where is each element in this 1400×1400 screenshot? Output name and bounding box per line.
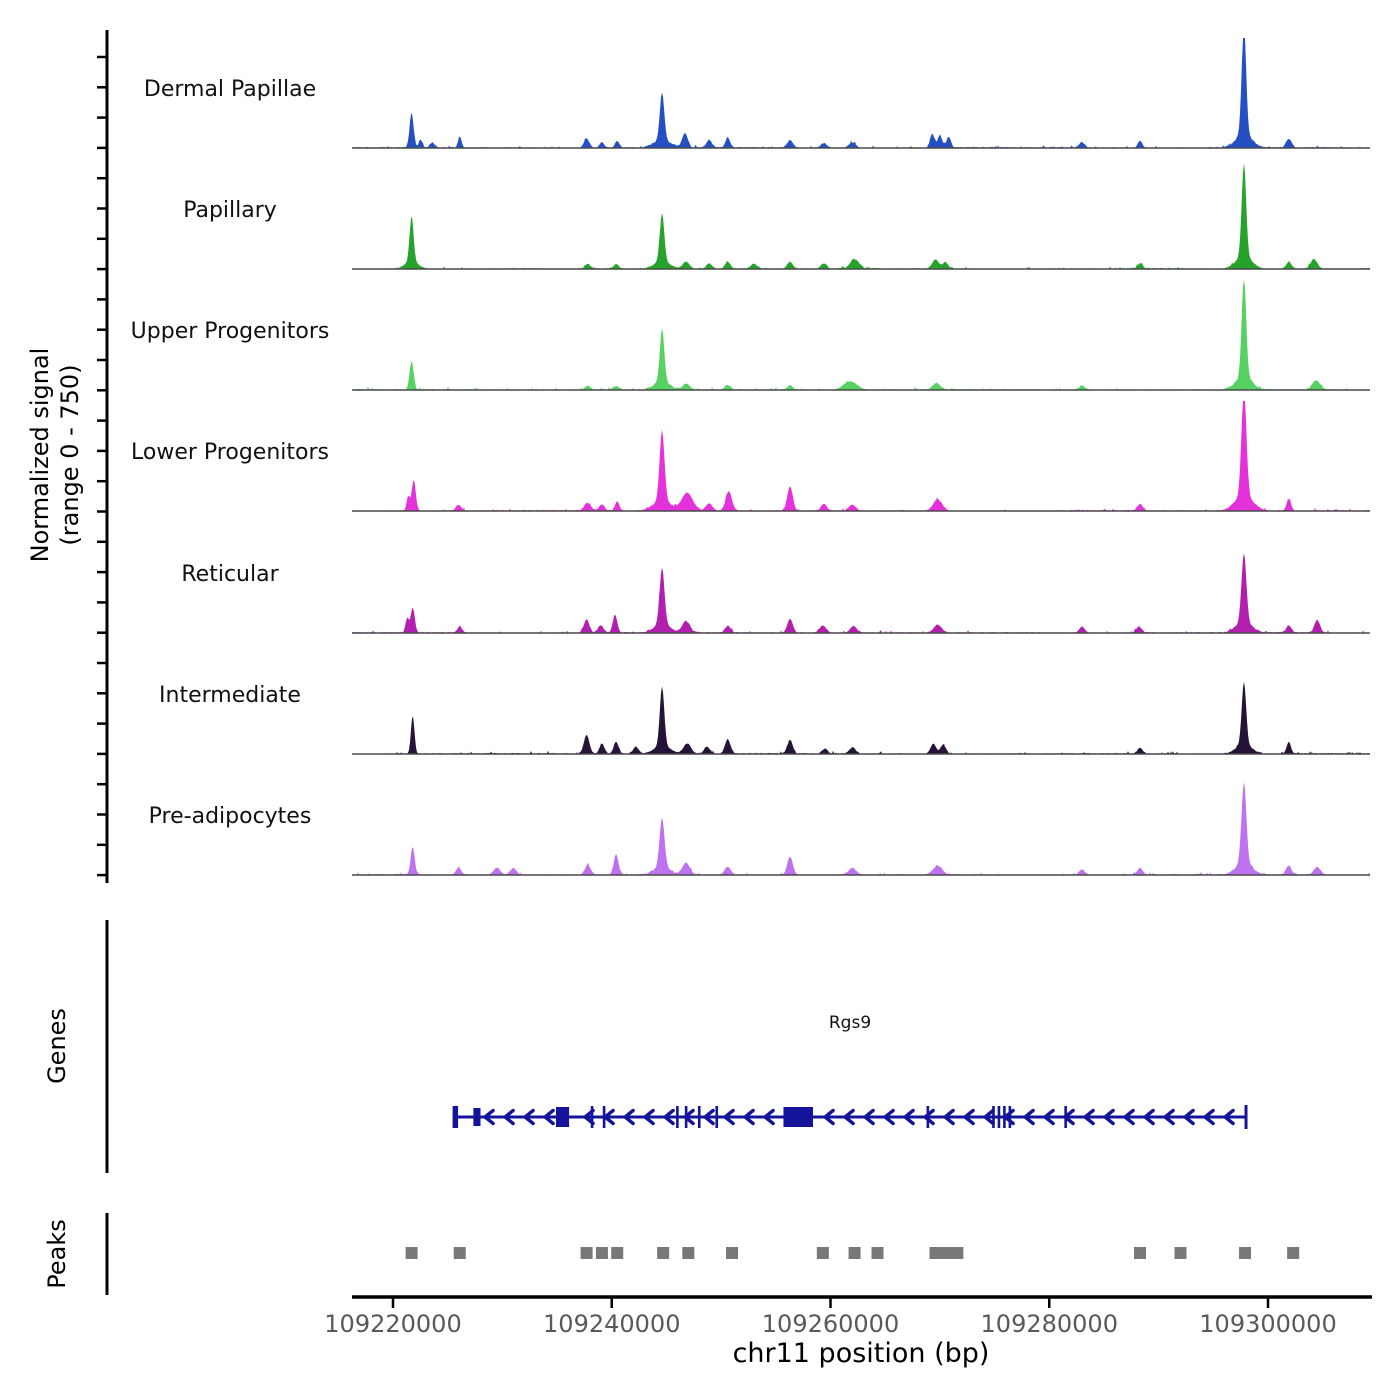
exon-tick bbox=[715, 1106, 718, 1128]
x-tick-label: 109220000 bbox=[324, 1310, 462, 1338]
peaks-track-panel bbox=[107, 1213, 1299, 1295]
peak-marker bbox=[682, 1247, 694, 1259]
exon-box bbox=[556, 1107, 569, 1127]
exon-tick bbox=[591, 1106, 594, 1128]
x-axis bbox=[352, 1297, 1372, 1308]
signal-area-pre-adipocytes bbox=[352, 782, 1370, 875]
exon-box bbox=[783, 1107, 813, 1127]
exon-tick bbox=[927, 1106, 930, 1128]
exon-tick bbox=[1064, 1106, 1067, 1128]
signal-area-papillary bbox=[352, 163, 1370, 269]
exon-tick bbox=[603, 1106, 606, 1128]
track-label-lower-progenitors: Lower Progenitors bbox=[131, 440, 329, 465]
track-label-intermediate: Intermediate bbox=[159, 683, 301, 708]
signal-area-reticular bbox=[352, 553, 1370, 633]
peak-marker bbox=[940, 1247, 952, 1259]
peak-marker bbox=[951, 1247, 963, 1259]
peak-marker bbox=[581, 1247, 593, 1259]
peak-marker bbox=[406, 1247, 418, 1259]
peak-marker bbox=[611, 1247, 623, 1259]
peak-marker bbox=[930, 1247, 942, 1259]
signal-area-upper-progenitors bbox=[352, 280, 1370, 390]
peak-marker bbox=[817, 1247, 829, 1259]
peak-marker bbox=[872, 1247, 884, 1259]
exon-tick bbox=[992, 1106, 995, 1128]
gene-end-bar bbox=[1245, 1105, 1248, 1129]
exon-tick bbox=[1003, 1106, 1006, 1128]
peak-marker bbox=[596, 1247, 608, 1259]
x-axis-title: chr11 position (bp) bbox=[732, 1338, 990, 1369]
track-label-upper-progenitors: Upper Progenitors bbox=[130, 319, 330, 344]
track-label-reticular: Reticular bbox=[181, 562, 279, 587]
signal-area-intermediate bbox=[352, 682, 1370, 754]
track-label-papillary: Papillary bbox=[183, 198, 277, 223]
exon-box bbox=[473, 1108, 480, 1126]
exon-tick bbox=[998, 1106, 1001, 1128]
x-tick-label: 109240000 bbox=[543, 1310, 681, 1338]
gene-name-label: Rgs9 bbox=[828, 1013, 872, 1033]
peaks-panel-label: Peaks bbox=[43, 1219, 71, 1289]
peak-marker bbox=[1287, 1247, 1299, 1259]
exon-tick bbox=[685, 1106, 688, 1128]
peak-marker bbox=[657, 1247, 669, 1259]
peak-marker bbox=[454, 1247, 466, 1259]
track-label-pre-adipocytes: Pre-adipocytes bbox=[148, 804, 312, 829]
peak-marker bbox=[1134, 1247, 1146, 1259]
y-axis-label bbox=[25, 348, 85, 563]
exon-tick bbox=[1009, 1106, 1012, 1128]
exon-box bbox=[453, 1106, 458, 1128]
peak-marker bbox=[726, 1247, 738, 1259]
genes-panel-label: Genes bbox=[43, 1008, 71, 1084]
peak-marker bbox=[849, 1247, 861, 1259]
y-axis-label-line1: Normalized signal bbox=[26, 347, 54, 563]
signal-area-lower-progenitors bbox=[352, 401, 1370, 511]
gene-track-panel bbox=[107, 920, 1248, 1173]
exon-tick bbox=[676, 1106, 679, 1128]
x-tick-label: 109300000 bbox=[1199, 1310, 1337, 1338]
track-label-dermal-papillae: Dermal Papillae bbox=[143, 77, 317, 102]
exon-tick bbox=[698, 1106, 701, 1128]
peak-marker bbox=[1239, 1247, 1251, 1259]
x-tick-label: 109260000 bbox=[761, 1310, 900, 1338]
y-axis-label-line2: (range 0 - 750) bbox=[56, 364, 84, 546]
x-tick-label: 109280000 bbox=[980, 1310, 1118, 1338]
peak-marker bbox=[1175, 1247, 1187, 1259]
signal-area-dermal-papillae bbox=[352, 38, 1370, 148]
signal-tracks-panel bbox=[352, 38, 1370, 875]
